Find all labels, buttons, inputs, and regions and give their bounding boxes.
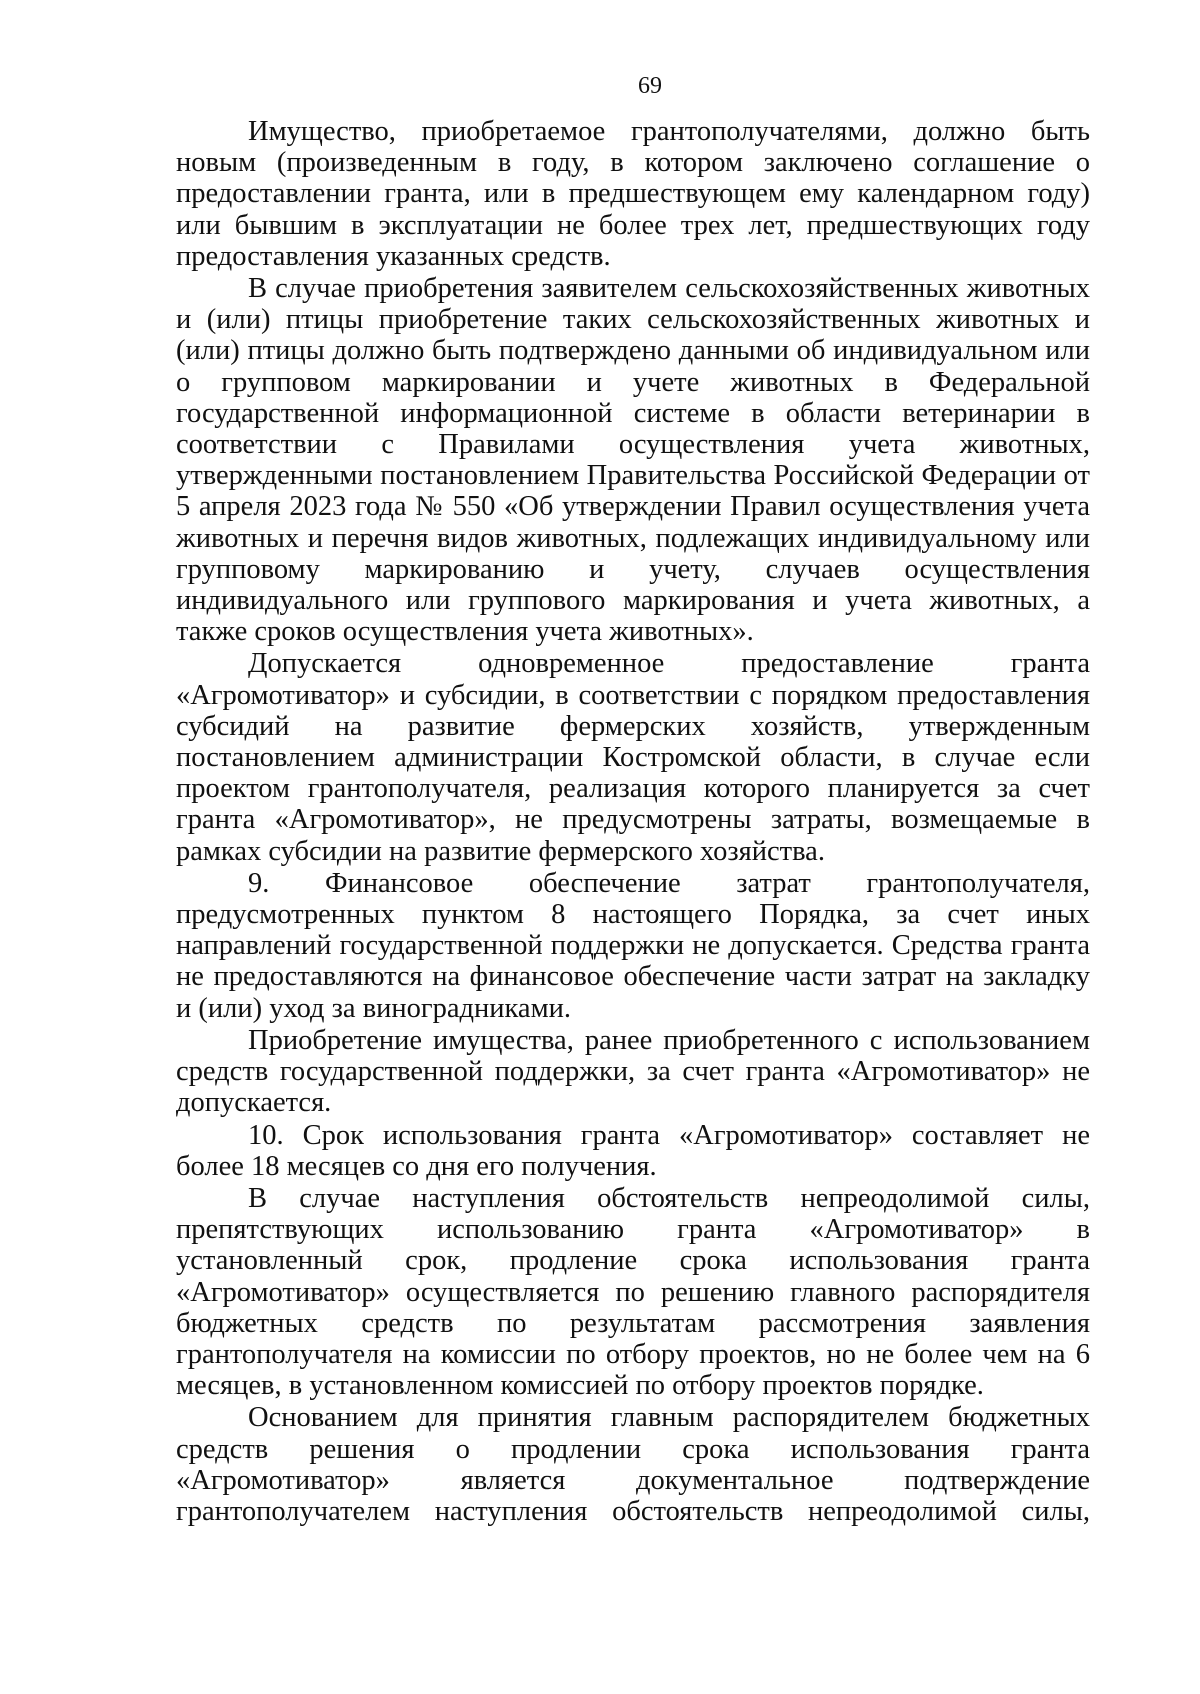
page-number: 69 (638, 73, 662, 99)
paragraph-item-9: 9. Финансовое обеспечение затрат грантополучателя, предусмотренных пунктом 8 настоящего Порядка, за счет иных направлений государственной поддержки не допускается. Средства гранта не предоставляются на финансовое обеспечение части затрат на закладку и (или) уход за виноградниками. (176, 867, 1090, 1024)
paragraph-animal-marking: В случае приобретения заявителем сельскохозяйственных животных и (или) птицы приобретение таких сельскохозяйственных животных и (или) птицы должно быть подтверждено данными об индивидуальном или о групповом маркировании и учете животных в Федеральной государственной информационной системе в области ветеринарии в соответствии с Правилами осуществления учета животных, утвержденными постановлением Правительства Российской Федерации от 5 апреля 2023 года № 550 «Об утверждении Правил осуществления учета животных и перечня видов животных, подлежащих индивидуальному или групповому маркированию и учету, случаев осуществления индивидуального или группового маркирования и учета животных, а также сроков осуществления учета животных». (176, 273, 1090, 648)
document-body (176, 116, 1090, 1528)
paragraph-property-requirements: Имущество, приобретаемое грантополучателями, должно быть новым (произведенным в году, в котором заключено соглашение о предоставлении гранта, или в предшествующем ему календарном году) или бывшим в эксплуатации не более трех лет, предшествующих году предоставления указанных средств. (176, 116, 1090, 272)
paragraph-prior-state-support: Приобретение имущества, ранее приобретенного с использованием средств государственной поддержки, за счет гранта «Агромотиватор» не допускается. (176, 1024, 1090, 1119)
paragraph-force-majeure-extension: В случае наступления обстоятельств непреодолимой силы, препятствующих использованию гранта «Агромотиватор» в установленный срок, продление срока использования гранта «Агромотиватор» осуществляется по решению главного распорядителя бюджетных средств по результатам рассмотрения заявления грантополучателя на комиссии по отбору проектов, но не более чем на 6 месяцев, в установленном комиссией по отбору проектов порядке. (176, 1182, 1090, 1402)
paragraph-extension-grounds: Основанием для принятия главным распорядителем бюджетных средств решения о продлении срока использования гранта «Агромотиватор» является документальное подтверждение грантополучателем наступления обстоятельств непреодолимой силы, (176, 1402, 1090, 1527)
paragraph-simultaneous-subsidy: Допускается одновременное предоставление гранта «Агромотиватор» и субсидии, в соответствии с порядком предоставления субсидий на развитие фермерских хозяйств, утвержденным постановлением администрации Костромской области, в случае если проектом грантополучателя, реализация которого планируется за счет гранта «Агромотиватор», не предусмотрены затраты, возмещаемые в рамках субсидии на развитие фермерского хозяйства. (176, 648, 1090, 867)
paragraph-item-10: 10. Срок использования гранта «Агромотиватор» составляет не более 18 месяцев со дня его получения. (176, 1119, 1090, 1182)
